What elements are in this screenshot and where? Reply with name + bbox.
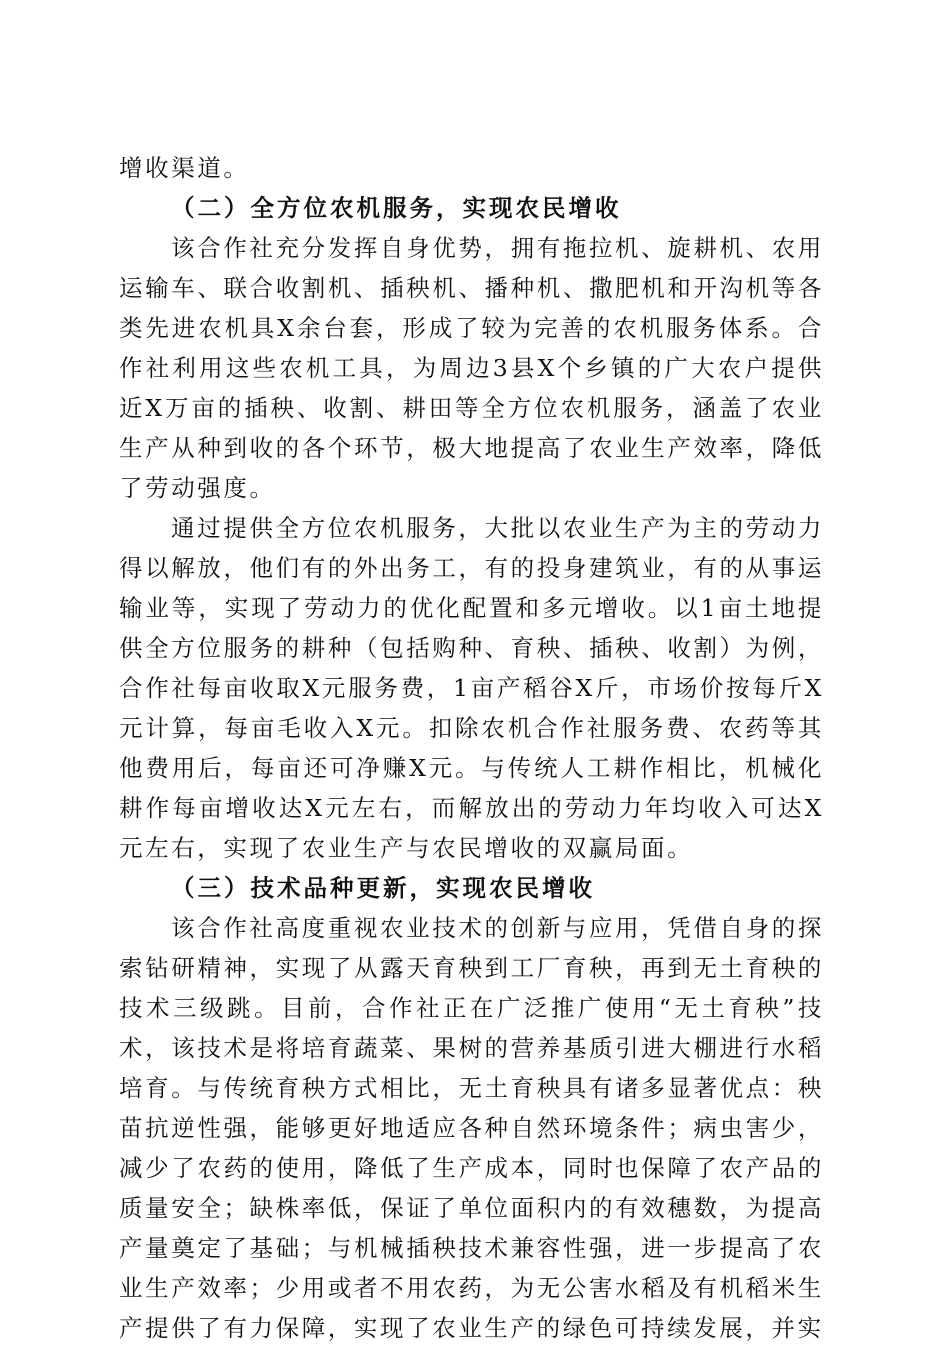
document-body [119,148,824,1348]
paragraph-labor-income: 通过提供全方位农机服务，大批以农业生产为主的劳动力得以解放，他们有的外出务工，有的投身建筑业，有的从事运输业等，实现了劳动力的优化配置和多元增收。以1亩土地提供全方位服务的耕种（包括购种、育秧、插秧、收割）为例，合作社每亩收取X元服务费，1亩产稻谷X斤，市场价按每斤X元计算，每亩毛收入X元。扣除农机合作社服务费、农药等其他费用后，每亩还可净赚X元。与传统人工耕作相比，机械化耕作每亩增收达X元左右，而解放出的劳动力年均收入可达X元左右，实现了农业生产与农民增收的双赢局面。 [119,514,824,862]
section-heading-2: （二）全方位农机服务，实现农民增收 [171,194,622,222]
paragraph-machinery-service: 该合作社充分发挥自身优势，拥有拖拉机、旋耕机、农用运输车、联合收割机、插秧机、播种机、撒肥机和开沟机等各类先进农机具X余台套，形成了较为完善的农机服务体系。合作社利用这些农机工具，为周边3县X个乡镇的广大农户提供近X万亩的插秧、收割、耕田等全方位农机服务，涵盖了农业生产从种到收的各个环节，极大地提高了农业生产效率，降低了劳动强度。 [119,234,824,502]
paragraph-continuation: 增收渠道。 [119,154,250,182]
paragraph-technology: 该合作社高度重视农业技术的创新与应用，凭借自身的探索钻研精神，实现了从露天育秧到工厂育秧，再到无土育秧的技术三级跳。目前，合作社正在广泛推广使用“无土育秧”技术，该技术是将培育蔬菜、果树的营养基质引进大棚进行水稻培育。与传统育秧方式相比，无土育秧具有诸多显著优点：秧苗抗逆性强，能够更好地适应各种自然环境条件；病虫害少，减少了农药的使用，降低了生产成本，同时也保障了农产品的质量安全；缺株率低，保证了单位面积内的有效穗数，为提高产量奠定了基础；与机械插秧技术兼容性强，进一步提高了农业生产效率；少用或者不用农药，为无公害水稻及有机稻米生产提供了有力保障，实现了农业生产的绿色可持续发展，并实 [119,914,824,1342]
section-heading-3: （三）技术品种更新，实现农民增收 [171,874,595,902]
